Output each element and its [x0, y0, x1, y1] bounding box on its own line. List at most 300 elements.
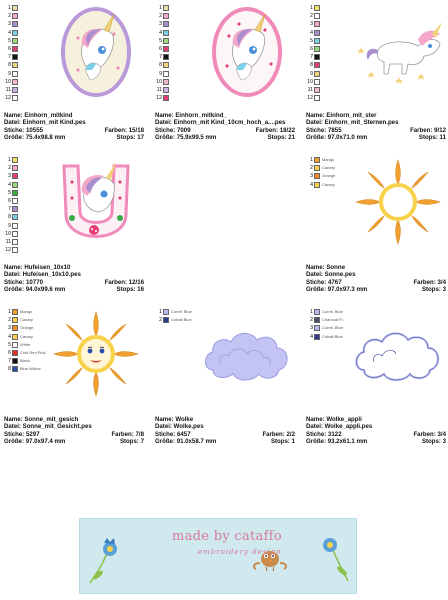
- field-label: Datei:: [4, 423, 21, 431]
- swatch-color: [12, 206, 18, 212]
- design-stitches: [306, 279, 342, 286]
- design-card-wolke[interactable]: [151, 304, 297, 454]
- info-row: [306, 112, 446, 119]
- design-card-einhorn-mitkind[interactable]: [0, 0, 146, 150]
- field-value: 11: [439, 134, 446, 142]
- swatch-number: 12: [5, 247, 11, 254]
- field-value: 97.0x97.3 mm: [327, 286, 368, 294]
- color-swatch: [155, 94, 203, 102]
- banner-title: made by cataffo: [172, 529, 282, 544]
- brand-banner: [79, 518, 357, 594]
- field-value: 94.0x99.6 mm: [25, 286, 66, 294]
- field-label: Farben:: [111, 430, 134, 438]
- design-colors: [413, 431, 446, 438]
- swatch-number: 8: [159, 62, 162, 69]
- swatch-color: [314, 38, 320, 44]
- info-row: [4, 264, 144, 271]
- color-swatch: [4, 205, 52, 213]
- color-swatch-list: [4, 156, 52, 254]
- field-label: Größe:: [306, 286, 326, 294]
- swatch-number: 5: [159, 37, 162, 44]
- swatch-number: 9: [310, 70, 313, 77]
- design-name: [4, 416, 78, 423]
- swatch-number: 4: [310, 333, 313, 340]
- design-stitches: [4, 279, 43, 286]
- swatch-color: [12, 309, 18, 315]
- swatch-number: 3: [310, 325, 313, 332]
- swatch-number: 4: [8, 181, 11, 188]
- swatch-color: [12, 223, 18, 229]
- color-swatch: [306, 4, 354, 12]
- design-stitches: [306, 431, 342, 438]
- field-label: Farben:: [262, 430, 285, 438]
- field-label: Datei:: [155, 119, 172, 127]
- design-size: [4, 438, 65, 445]
- design-name: [306, 264, 345, 271]
- field-label: Name:: [155, 112, 174, 119]
- field-label: Name:: [306, 416, 325, 423]
- design-info: [4, 112, 144, 142]
- swatch-color: [163, 87, 169, 93]
- design-preview-horseshoe-unicorn: [46, 152, 146, 252]
- design-stops: [271, 438, 295, 445]
- swatch-color: [163, 62, 169, 68]
- info-row: [4, 279, 144, 286]
- swatch-color: [12, 198, 18, 204]
- color-swatch: [155, 70, 203, 78]
- color-swatch: [4, 94, 52, 102]
- swatch-color: [314, 165, 320, 171]
- field-value: 75.9x99.5 mm: [176, 134, 217, 142]
- color-swatch-list: [306, 308, 354, 341]
- color-swatch: [4, 238, 52, 246]
- swatch-color: [314, 325, 320, 331]
- color-swatch: [155, 53, 203, 61]
- color-swatch: [306, 181, 354, 189]
- design-name: [155, 416, 193, 423]
- design-file: [4, 423, 92, 430]
- swatch-color: [12, 173, 18, 179]
- design-preview-sun-face: [46, 304, 146, 404]
- field-label: Datei:: [155, 423, 172, 431]
- field-value: 97.0x97.4 mm: [25, 438, 66, 446]
- swatch-number: 11: [156, 86, 162, 93]
- info-row: [306, 438, 446, 445]
- design-card-einhorn-mitkind-10cm[interactable]: [151, 0, 297, 150]
- design-colors: [105, 279, 144, 286]
- design-file: [4, 271, 81, 278]
- field-value: Einhorn_mitkind: [24, 112, 73, 119]
- field-label: Stops:: [116, 286, 136, 294]
- field-value: Hufeisen_10x10.pes: [22, 271, 81, 279]
- info-row: [155, 112, 295, 119]
- field-label: Stiche:: [306, 126, 327, 134]
- color-swatch: [4, 156, 52, 164]
- field-value: 3: [442, 286, 446, 294]
- swatch-number: 9: [159, 70, 162, 77]
- swatch-name: Canary: [20, 333, 33, 339]
- info-row: [306, 119, 446, 126]
- field-label: Stiche:: [155, 430, 176, 438]
- design-stops: [419, 134, 446, 141]
- field-value: 10555: [26, 126, 43, 134]
- info-row: [306, 279, 446, 286]
- swatch-color: [12, 21, 18, 27]
- color-swatch: [4, 333, 52, 341]
- swatch-color: [12, 71, 18, 77]
- color-swatch: [4, 349, 52, 357]
- swatch-number: 11: [307, 86, 313, 93]
- swatch-color: [163, 30, 169, 36]
- swatch-color: [314, 21, 320, 27]
- design-info: [306, 264, 446, 294]
- swatch-number: 2: [310, 165, 313, 172]
- swatch-color: [12, 342, 18, 348]
- field-label: Farben:: [255, 126, 279, 134]
- swatch-color: [314, 87, 320, 93]
- swatch-color: [314, 182, 320, 188]
- field-value: 97.0x71.0 mm: [327, 134, 368, 142]
- swatch-color: [314, 173, 320, 179]
- field-value: 3: [442, 438, 446, 446]
- design-stops: [117, 286, 144, 293]
- swatch-number: 8: [8, 214, 11, 221]
- field-label: Stops:: [267, 134, 287, 142]
- swatch-color: [12, 87, 18, 93]
- design-file: [306, 119, 398, 126]
- design-info: [306, 112, 446, 142]
- color-swatch: [306, 12, 354, 20]
- swatch-color: [12, 247, 18, 253]
- field-value: 7009: [177, 126, 191, 134]
- swatch-number: 5: [310, 37, 313, 44]
- swatch-color: [12, 190, 18, 196]
- swatch-color: [12, 317, 18, 323]
- swatch-color: [12, 239, 18, 245]
- swatch-number: 11: [5, 238, 11, 245]
- field-label: Größe:: [306, 134, 326, 142]
- swatch-color: [12, 54, 18, 60]
- field-label: Farben:: [410, 126, 433, 134]
- color-swatch: [4, 53, 52, 61]
- color-swatch: [306, 29, 354, 37]
- info-row: [306, 264, 446, 271]
- swatch-number: 3: [159, 21, 162, 28]
- design-file: [155, 423, 204, 430]
- design-size: [4, 286, 65, 293]
- swatch-color: [314, 54, 320, 60]
- design-card-hufeisen[interactable]: [0, 152, 146, 302]
- swatch-number: 8: [8, 366, 11, 373]
- swatch-number: 10: [156, 78, 162, 85]
- swatch-number: 1: [310, 309, 313, 316]
- color-swatch: [306, 316, 354, 324]
- field-value: Hufeisen_10x10: [24, 264, 71, 271]
- color-swatch: [155, 29, 203, 37]
- swatch-number: 7: [8, 358, 11, 365]
- color-swatch: [4, 316, 52, 324]
- swatch-color: [12, 182, 18, 188]
- field-label: Name:: [4, 416, 23, 423]
- swatch-color: [12, 62, 18, 68]
- swatch-number: 1: [8, 309, 11, 316]
- swatch-number: 4: [310, 29, 313, 36]
- swatch-color: [12, 366, 18, 372]
- color-swatch: [155, 12, 203, 20]
- swatch-color: [12, 95, 18, 101]
- swatch-color: [163, 309, 169, 315]
- swatch-number: 3: [310, 21, 313, 28]
- swatch-color: [12, 214, 18, 220]
- design-stitches: [4, 431, 40, 438]
- color-swatch: [306, 86, 354, 94]
- field-label: Farben:: [413, 430, 436, 438]
- swatch-color: [163, 21, 169, 27]
- swatch-number: 2: [8, 13, 11, 20]
- field-value: 16: [137, 286, 144, 294]
- field-value: Sonne_mit_Gesicht.pes: [22, 423, 92, 431]
- swatch-number: 6: [8, 198, 11, 205]
- design-card-wolke-appli[interactable]: [302, 304, 448, 454]
- swatch-number: 1: [159, 5, 162, 12]
- color-swatch: [155, 308, 203, 316]
- color-swatch: [306, 45, 354, 53]
- color-swatch: [306, 61, 354, 69]
- field-value: 5297: [26, 430, 40, 438]
- swatch-color: [12, 79, 18, 85]
- design-colors: [413, 279, 446, 286]
- info-row: [4, 431, 144, 438]
- color-swatch: [4, 61, 52, 69]
- field-value: 4767: [328, 278, 342, 286]
- swatch-name: Cobalt Blue: [171, 317, 192, 323]
- info-row: [155, 431, 295, 438]
- info-row: [155, 119, 295, 126]
- swatch-name: Cold Red Pink: [20, 350, 46, 356]
- color-swatch: [155, 78, 203, 86]
- field-label: Datei:: [306, 423, 323, 431]
- info-row: [4, 134, 144, 141]
- field-label: Datei:: [4, 119, 21, 127]
- design-info: [155, 112, 295, 142]
- swatch-number: 3: [8, 325, 11, 332]
- design-size: [155, 438, 216, 445]
- swatch-number: 3: [8, 21, 11, 28]
- swatch-color: [163, 46, 169, 52]
- color-swatch: [155, 45, 203, 53]
- swatch-number: 10: [5, 230, 11, 237]
- field-label: Stiche:: [306, 278, 327, 286]
- swatch-color: [314, 157, 320, 163]
- field-value: 7: [140, 438, 144, 446]
- field-label: Name:: [4, 112, 23, 119]
- swatch-number: 5: [8, 37, 11, 44]
- swatch-number: 9: [8, 70, 11, 77]
- swatch-color: [12, 325, 18, 331]
- field-label: Name:: [306, 112, 325, 119]
- info-row: [4, 112, 144, 119]
- color-swatch: [155, 316, 203, 324]
- field-value: 15/18: [128, 126, 144, 134]
- field-label: Farben:: [413, 278, 436, 286]
- field-value: Einhorn_mit_Sternen.pes: [324, 119, 399, 127]
- design-stops: [422, 438, 446, 445]
- swatch-color: [163, 95, 169, 101]
- swatch-number: 1: [8, 5, 11, 12]
- field-value: Wolke_appli: [326, 416, 362, 423]
- info-row: [4, 286, 144, 293]
- field-label: Name:: [306, 264, 325, 271]
- color-swatch: [4, 29, 52, 37]
- swatch-number: 2: [159, 13, 162, 20]
- design-colors: [105, 127, 144, 134]
- color-swatch: [4, 78, 52, 86]
- field-label: Stops:: [421, 438, 441, 446]
- design-size: [155, 134, 216, 141]
- banner-subtitle: embroidery design: [198, 548, 282, 556]
- design-info: [4, 416, 144, 446]
- field-value: 18/22: [279, 126, 295, 134]
- field-value: 1: [291, 438, 295, 446]
- design-card-sonne[interactable]: [302, 152, 448, 302]
- field-value: Einhorn_mitkind_: [175, 112, 227, 119]
- field-value: Wolke.pes: [173, 423, 204, 431]
- swatch-name: Mango: [322, 157, 335, 163]
- swatch-number: 4: [310, 181, 313, 188]
- color-swatch: [4, 246, 52, 254]
- info-row: [4, 119, 144, 126]
- swatch-color: [12, 13, 18, 19]
- field-value: Sonne_mit_gesich: [24, 416, 79, 423]
- field-label: Stops:: [421, 286, 441, 294]
- design-stitches: [155, 127, 191, 134]
- swatch-number: 2: [8, 317, 11, 324]
- swatch-color: [12, 157, 18, 163]
- color-swatch: [4, 86, 52, 94]
- field-label: Stops:: [116, 134, 136, 142]
- color-swatch: [306, 172, 354, 180]
- info-row: [306, 423, 446, 430]
- field-label: Farben:: [104, 278, 128, 286]
- design-stops: [117, 134, 144, 141]
- info-row: [306, 416, 446, 423]
- color-swatch-list: [155, 4, 203, 102]
- design-name: [155, 112, 227, 119]
- info-row: [4, 416, 144, 423]
- field-label: Größe:: [4, 438, 24, 446]
- swatch-number: 7: [159, 54, 162, 61]
- swatch-color: [314, 71, 320, 77]
- swatch-color: [314, 334, 320, 340]
- field-value: 21: [288, 134, 295, 142]
- field-value: 3/4: [437, 430, 446, 438]
- design-preview-cloud-appli: [348, 304, 448, 404]
- swatch-number: 7: [8, 206, 11, 213]
- design-colors: [262, 431, 295, 438]
- swatch-number: 3: [8, 173, 11, 180]
- design-preview-unicorn-oval: [46, 0, 146, 100]
- swatch-name: Cornfl. Blue: [171, 309, 192, 315]
- swatch-color: [12, 165, 18, 171]
- swatch-color: [314, 5, 320, 11]
- swatch-number: 2: [310, 13, 313, 20]
- field-value: 2/2: [286, 430, 295, 438]
- color-swatch: [306, 37, 354, 45]
- field-label: Stiche:: [306, 430, 327, 438]
- swatch-color: [314, 46, 320, 52]
- color-swatch: [4, 172, 52, 180]
- design-stops: [422, 286, 446, 293]
- swatch-number: 11: [5, 86, 11, 93]
- design-colors: [410, 127, 446, 134]
- design-file: [306, 271, 355, 278]
- color-swatch: [306, 324, 354, 332]
- color-swatch: [4, 164, 52, 172]
- color-swatch: [306, 164, 354, 172]
- design-stitches: [4, 127, 43, 134]
- info-row: [4, 423, 144, 430]
- field-label: Größe:: [155, 134, 175, 142]
- field-label: Größe:: [4, 134, 24, 142]
- color-swatch: [4, 45, 52, 53]
- swatch-name: Cornfl. Blue: [322, 309, 343, 315]
- design-size: [306, 286, 367, 293]
- swatch-number: 12: [307, 95, 313, 102]
- swatch-color: [12, 38, 18, 44]
- color-swatch: [306, 78, 354, 86]
- field-label: Stiche:: [4, 430, 25, 438]
- field-label: Datei:: [306, 271, 323, 279]
- swatch-number: 6: [8, 350, 11, 357]
- swatch-number: 12: [5, 95, 11, 102]
- color-swatch: [4, 213, 52, 221]
- swatch-color: [12, 5, 18, 11]
- swatch-color: [12, 350, 18, 356]
- design-card-sonne-mit-gesicht[interactable]: [0, 304, 146, 454]
- field-label: Größe:: [306, 438, 326, 446]
- swatch-number: 5: [8, 189, 11, 196]
- swatch-color: [314, 317, 320, 323]
- field-label: Stops:: [418, 134, 438, 142]
- color-swatch: [4, 37, 52, 45]
- field-value: 7855: [328, 126, 342, 134]
- design-preview-cloud: [197, 304, 297, 404]
- swatch-color: [163, 5, 169, 11]
- design-card-einhorn-mit-ster[interactable]: [302, 0, 448, 150]
- design-size: [4, 134, 65, 141]
- info-row: [306, 127, 446, 134]
- color-swatch: [4, 4, 52, 12]
- swatch-name: Mango: [20, 309, 33, 315]
- swatch-color: [12, 358, 18, 364]
- field-label: Größe:: [155, 438, 175, 446]
- color-swatch: [4, 222, 52, 230]
- swatch-name: Canary: [20, 317, 33, 323]
- swatch-number: 6: [159, 46, 162, 53]
- color-swatch: [306, 20, 354, 28]
- info-row: [4, 127, 144, 134]
- field-value: 3/4: [437, 278, 446, 286]
- design-info: [306, 416, 446, 446]
- color-swatch: [155, 37, 203, 45]
- swatch-number: 1: [310, 5, 313, 12]
- swatch-color: [314, 95, 320, 101]
- field-label: Größe:: [4, 286, 24, 294]
- swatch-color: [163, 54, 169, 60]
- swatch-number: 1: [159, 309, 162, 316]
- design-stitches: [306, 127, 342, 134]
- swatch-color: [12, 30, 18, 36]
